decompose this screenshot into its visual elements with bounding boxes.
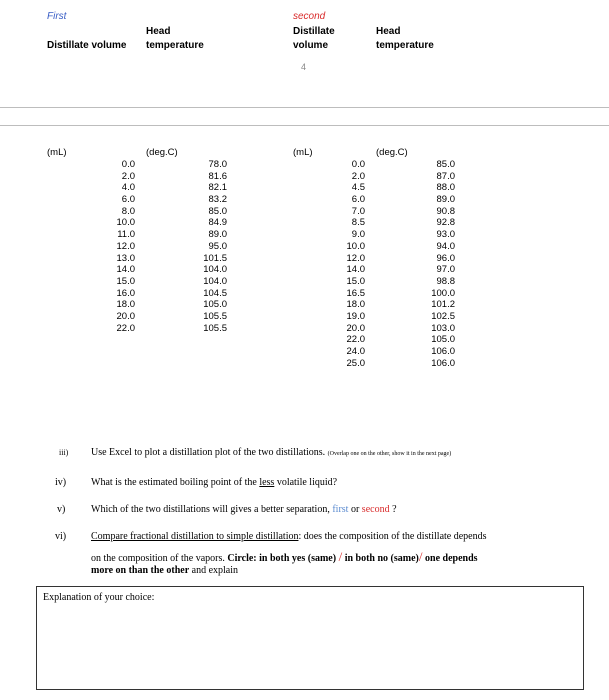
second-volume-cell: 8.5 <box>351 217 365 229</box>
question-6-line3-bold: more on than the other <box>91 565 190 576</box>
question-6-line2 <box>91 549 478 565</box>
first-temperature-cell: 104.5 <box>203 287 227 299</box>
question-3-number: iii) <box>59 448 69 457</box>
first-volume-cell: 22.0 <box>116 322 135 334</box>
first-volume-column <box>100 159 135 334</box>
question-6-text-2: on the composition of the vapors. <box>91 553 228 564</box>
head-temp-left-line1: Head <box>146 26 171 37</box>
second-volume-cell: 4.5 <box>351 182 365 194</box>
second-volume-cell: 16.5 <box>346 287 365 299</box>
second-volume-cell: 25.0 <box>346 357 365 369</box>
first-volume-cell: 4.0 <box>121 182 135 194</box>
question-4-number: iv) <box>55 477 67 488</box>
unit-ml-left: (mL) <box>47 147 67 158</box>
first-volume-cell: 14.0 <box>116 264 135 276</box>
distillate-right-line2: volume <box>293 40 329 51</box>
second-volume-cell: 24.0 <box>346 346 365 357</box>
head-temp-left-line2: temperature <box>146 40 204 51</box>
second-volume-cell: 20.0 <box>346 322 365 334</box>
question-5-end: ? <box>389 504 397 515</box>
question-6-line3 <box>91 565 238 576</box>
first-volume-cell: 6.0 <box>121 194 135 206</box>
unit-ml-right: (mL) <box>293 147 313 158</box>
question-3-note: (Overlap one on the other, show it in the next page) <box>327 451 452 457</box>
second-temperature-cell: 85.0 <box>436 159 455 170</box>
second-temperature-cell: 97.0 <box>436 264 455 276</box>
second-volume-cell: 15.0 <box>346 275 365 287</box>
head-temp-right-line2: temperature <box>376 40 434 51</box>
first-temperature-cell: 105.5 <box>203 322 227 334</box>
second-temperature-cell: 106.0 <box>431 346 455 357</box>
second-volume-cell: 6.0 <box>351 194 365 206</box>
second-volume-cell: 2.0 <box>351 170 365 182</box>
first-volume-cell: 0.0 <box>121 159 135 170</box>
second-volume-column <box>328 159 365 369</box>
second-temperature-cell: 88.0 <box>436 182 455 194</box>
second-temperature-cell: 101.2 <box>431 299 455 311</box>
first-volume-cell: 13.0 <box>116 252 135 264</box>
second-temperature-cell: 105.0 <box>431 334 455 346</box>
question-6-circle: Circle: <box>227 553 257 564</box>
first-temperature-cell: 78.0 <box>208 159 227 170</box>
distillate-volume-left: Distillate volume <box>47 40 127 51</box>
second-temperature-column <box>418 159 455 369</box>
question-6-line1 <box>91 531 487 542</box>
second-temperature-cell: 103.0 <box>431 322 455 334</box>
first-temperature-cell: 83.2 <box>208 194 227 206</box>
question-6-explain: and explain <box>189 565 239 576</box>
first-volume-cell: 12.0 <box>116 240 135 252</box>
unit-deg-left: (deg.C) <box>146 147 178 158</box>
second-volume-cell: 22.0 <box>346 334 365 346</box>
second-label: second <box>293 11 326 22</box>
question-5 <box>91 504 397 515</box>
first-temperature-cell: 104.0 <box>203 275 227 287</box>
option-second: second <box>361 504 390 515</box>
distillate-right-line1: Distillate <box>293 26 335 37</box>
second-volume-cell: 19.0 <box>346 310 365 322</box>
first-volume-cell: 20.0 <box>116 310 135 322</box>
first-volume-cell: 18.0 <box>116 299 135 311</box>
question-5-or: or <box>348 504 362 515</box>
page-break-top-rule <box>0 107 609 108</box>
first-volume-cell: 15.0 <box>116 275 135 287</box>
second-temperature-cell: 106.0 <box>431 357 455 369</box>
second-temperature-cell: 100.0 <box>431 287 455 299</box>
question-6-number: vi) <box>55 531 67 542</box>
second-temperature-cell: 89.0 <box>436 194 455 206</box>
first-volume-cell: 8.0 <box>121 205 135 217</box>
first-volume-cell: 16.0 <box>116 287 135 299</box>
second-volume-cell: 14.0 <box>346 264 365 276</box>
second-temperature-cell: 102.5 <box>431 310 455 322</box>
question-4-less: less <box>259 477 275 488</box>
option-first: first <box>332 504 349 515</box>
second-volume-cell: 7.0 <box>351 205 365 217</box>
first-temperature-cell: 85.0 <box>208 205 227 217</box>
first-temperature-cell: 81.6 <box>208 170 227 182</box>
question-4 <box>91 477 337 488</box>
question-6-underlined: Compare fractional distillation to simple distillation <box>91 531 299 542</box>
second-volume-cell: 9.0 <box>351 229 365 241</box>
question-5-number: v) <box>57 504 66 515</box>
first-temperature-cell: 105.5 <box>203 310 227 322</box>
head-temp-right-line1: Head <box>376 26 401 37</box>
second-temperature-cell: 92.8 <box>436 217 455 229</box>
option-one-depends: one depends <box>422 553 478 564</box>
second-volume-cell: 0.0 <box>351 159 365 170</box>
explanation-label: Explanation of your choice: <box>43 592 155 603</box>
option-both-no: in both no (same) <box>342 553 419 564</box>
second-temperature-cell: 96.0 <box>436 252 455 264</box>
slash-separator-2: / <box>418 549 423 564</box>
question-4-text-post: volatile liquid? <box>274 477 338 488</box>
first-temperature-column <box>190 159 227 334</box>
option-both-yes: in both yes (same) <box>256 553 339 564</box>
first-temperature-cell: 101.5 <box>203 252 227 264</box>
question-6-text-1: : does the composition of the distillate depends <box>298 531 487 542</box>
explanation-box[interactable] <box>36 586 584 690</box>
second-temperature-cell: 90.8 <box>436 205 455 217</box>
first-label: First <box>47 11 67 22</box>
slash-separator: / <box>338 549 343 564</box>
first-temperature-cell: 82.1 <box>208 182 227 194</box>
first-volume-cell: 10.0 <box>116 217 135 229</box>
question-3 <box>91 447 451 458</box>
first-temperature-cell: 105.0 <box>203 299 227 311</box>
first-temperature-cell: 104.0 <box>203 264 227 276</box>
question-3-text: Use Excel to plot a distillation plot of the two distillations. <box>91 447 326 458</box>
first-temperature-cell: 95.0 <box>208 240 227 252</box>
first-temperature-cell: 84.9 <box>208 217 227 229</box>
page-break-bottom-rule <box>0 125 609 126</box>
page-number: 4 <box>301 62 307 72</box>
first-volume-cell: 2.0 <box>121 170 135 182</box>
unit-deg-right: (deg.C) <box>376 147 408 158</box>
second-temperature-cell: 98.8 <box>436 275 455 287</box>
second-temperature-cell: 87.0 <box>436 170 455 182</box>
second-volume-cell: 12.0 <box>346 252 365 264</box>
first-volume-cell: 11.0 <box>117 229 135 241</box>
second-volume-cell: 18.0 <box>346 299 365 311</box>
question-4-text-pre: What is the estimated boiling point of the <box>91 477 260 488</box>
first-temperature-cell: 89.0 <box>208 229 227 241</box>
second-volume-cell: 10.0 <box>346 240 365 252</box>
second-temperature-cell: 94.0 <box>436 240 455 252</box>
second-temperature-cell: 93.0 <box>436 229 455 241</box>
question-5-text-pre: Which of the two distillations will gives a better separation, <box>91 504 333 515</box>
